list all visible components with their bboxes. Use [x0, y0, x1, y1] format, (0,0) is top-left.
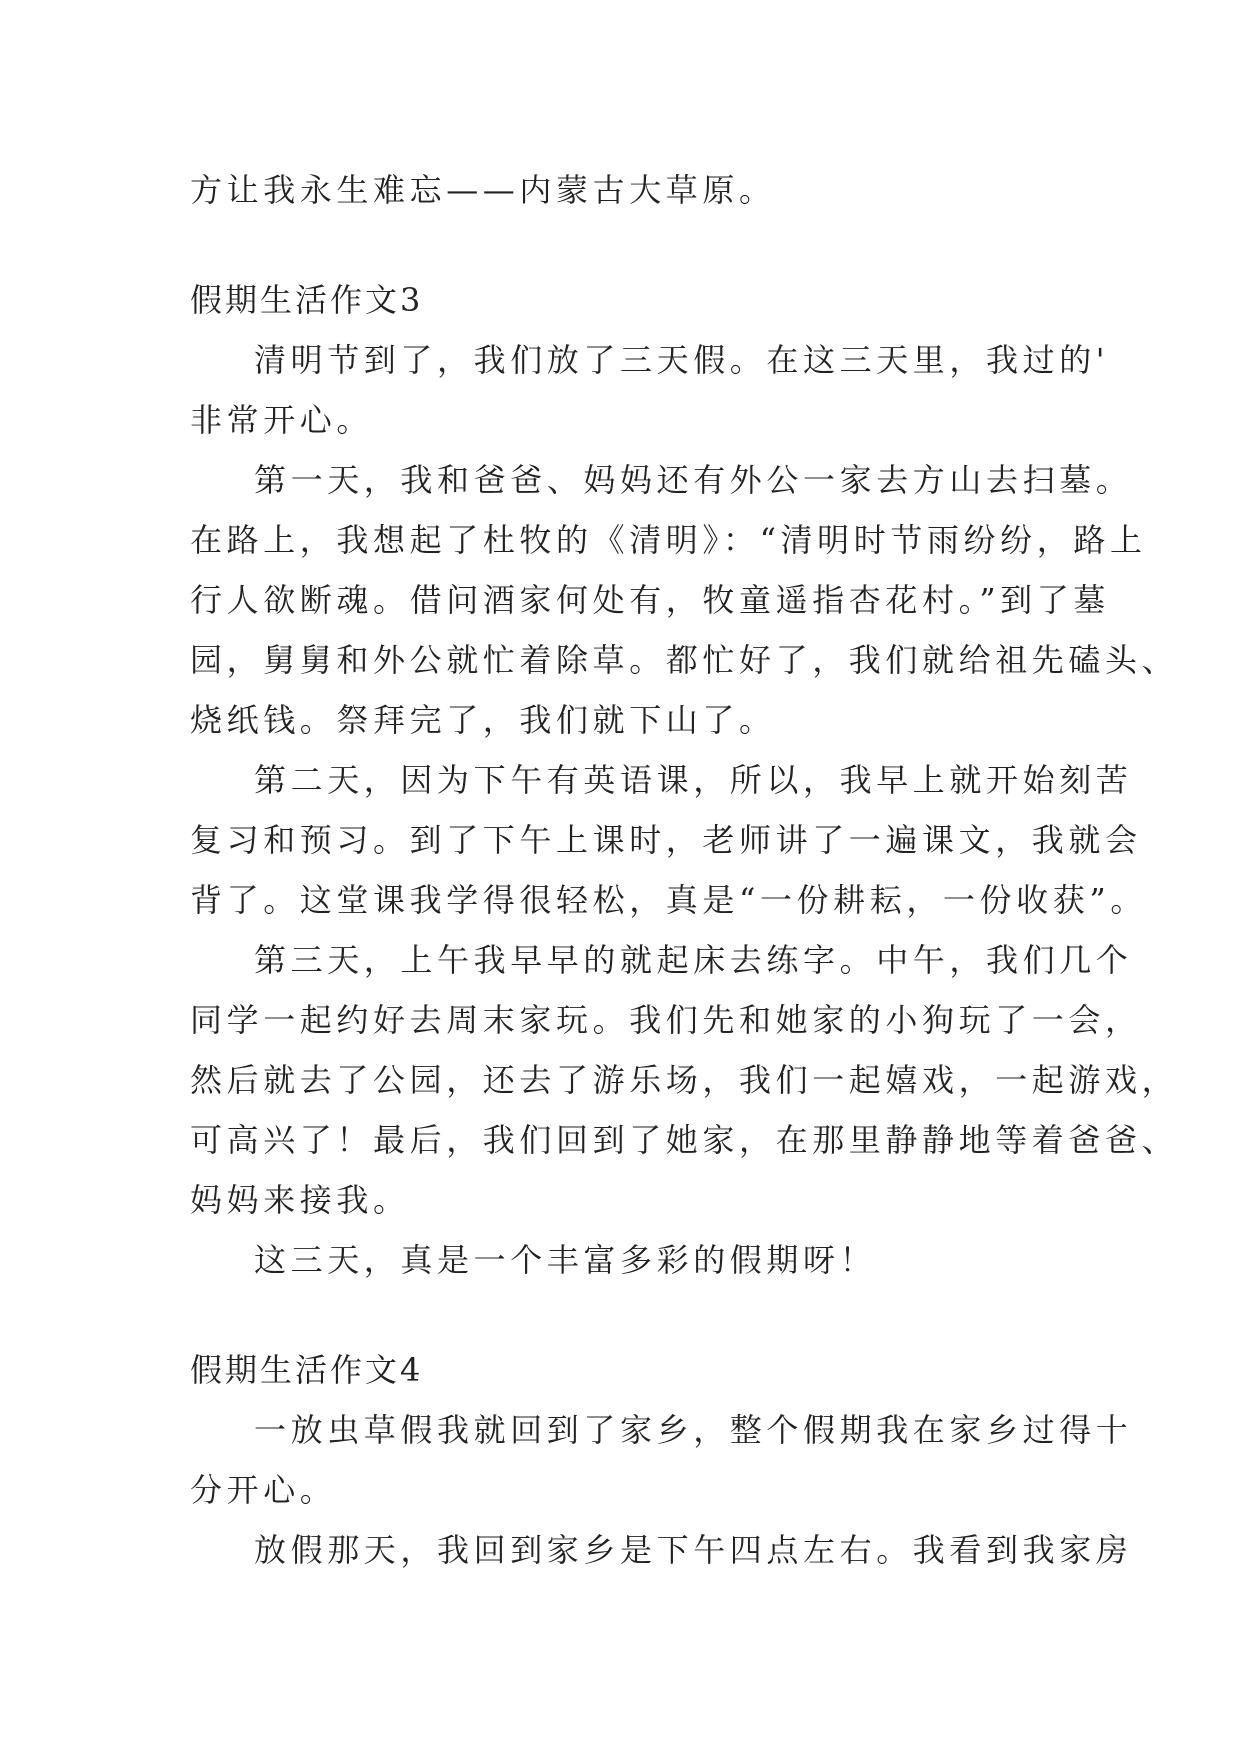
paragraph-line: 然后就去了公园，还去了游乐场，我们一起嬉戏，一起游戏，: [190, 1061, 1179, 1099]
paragraph-line: 妈妈来接我。: [190, 1181, 410, 1219]
paragraph-line: 复习和预习。到了下午上课时，老师讲了一遍课文，我就会: [190, 821, 1142, 859]
paragraph-line: 可高兴了！最后，我们回到了她家，在那里静静地等着爸爸、: [190, 1121, 1179, 1159]
paragraph-line: 背了。这堂课我学得很轻松，真是“一份耕耘，一份收获”。: [190, 881, 1147, 919]
paragraph-line: 行人欲断魂。借问酒家何处有，牧童遥指杏花村。”到了墓: [190, 581, 1110, 619]
paragraph-line: 第一天，我和爸爸、妈妈还有外公一家去方山去扫墓。: [254, 461, 1133, 499]
paragraph-line: 这三天，真是一个丰富多彩的假期呀！: [254, 1241, 877, 1279]
paragraph-line: 园，舅舅和外公就忙着除草。都忙好了，我们就给祖先磕头、: [190, 641, 1179, 679]
paragraph-line: 清明节到了，我们放了三天假。在这三天里，我过的': [254, 341, 1110, 379]
paragraph-line: 第三天，上午我早早的就起床去练字。中午，我们几个: [254, 941, 1133, 979]
paragraph-line: 同学一起约好去周末家玩。我们先和她家的小狗玩了一会，: [190, 1001, 1142, 1039]
section-heading: 假期生活作文4: [190, 1351, 424, 1389]
paragraph-line: 放假那天，我回到家乡是下午四点左右。我看到我家房: [254, 1531, 1133, 1569]
paragraph-line: 非常开心。: [190, 401, 374, 439]
paragraph-line: 在路上，我想起了杜牧的《清明》：“清明时节雨纷纷，路上: [190, 521, 1147, 559]
paragraph-line: 第二天，因为下午有英语课，所以，我早上就开始刻苦: [254, 761, 1133, 799]
paragraph-line: 分开心。: [190, 1471, 337, 1509]
section-heading: 假期生活作文3: [190, 281, 424, 319]
paragraph-line: 方让我永生难忘——内蒙古大草原。: [190, 171, 776, 209]
paragraph-line: 一放虫草假我就回到了家乡，整个假期我在家乡过得十: [254, 1411, 1133, 1449]
paragraph-line: 烧纸钱。祭拜完了，我们就下山了。: [190, 701, 776, 739]
